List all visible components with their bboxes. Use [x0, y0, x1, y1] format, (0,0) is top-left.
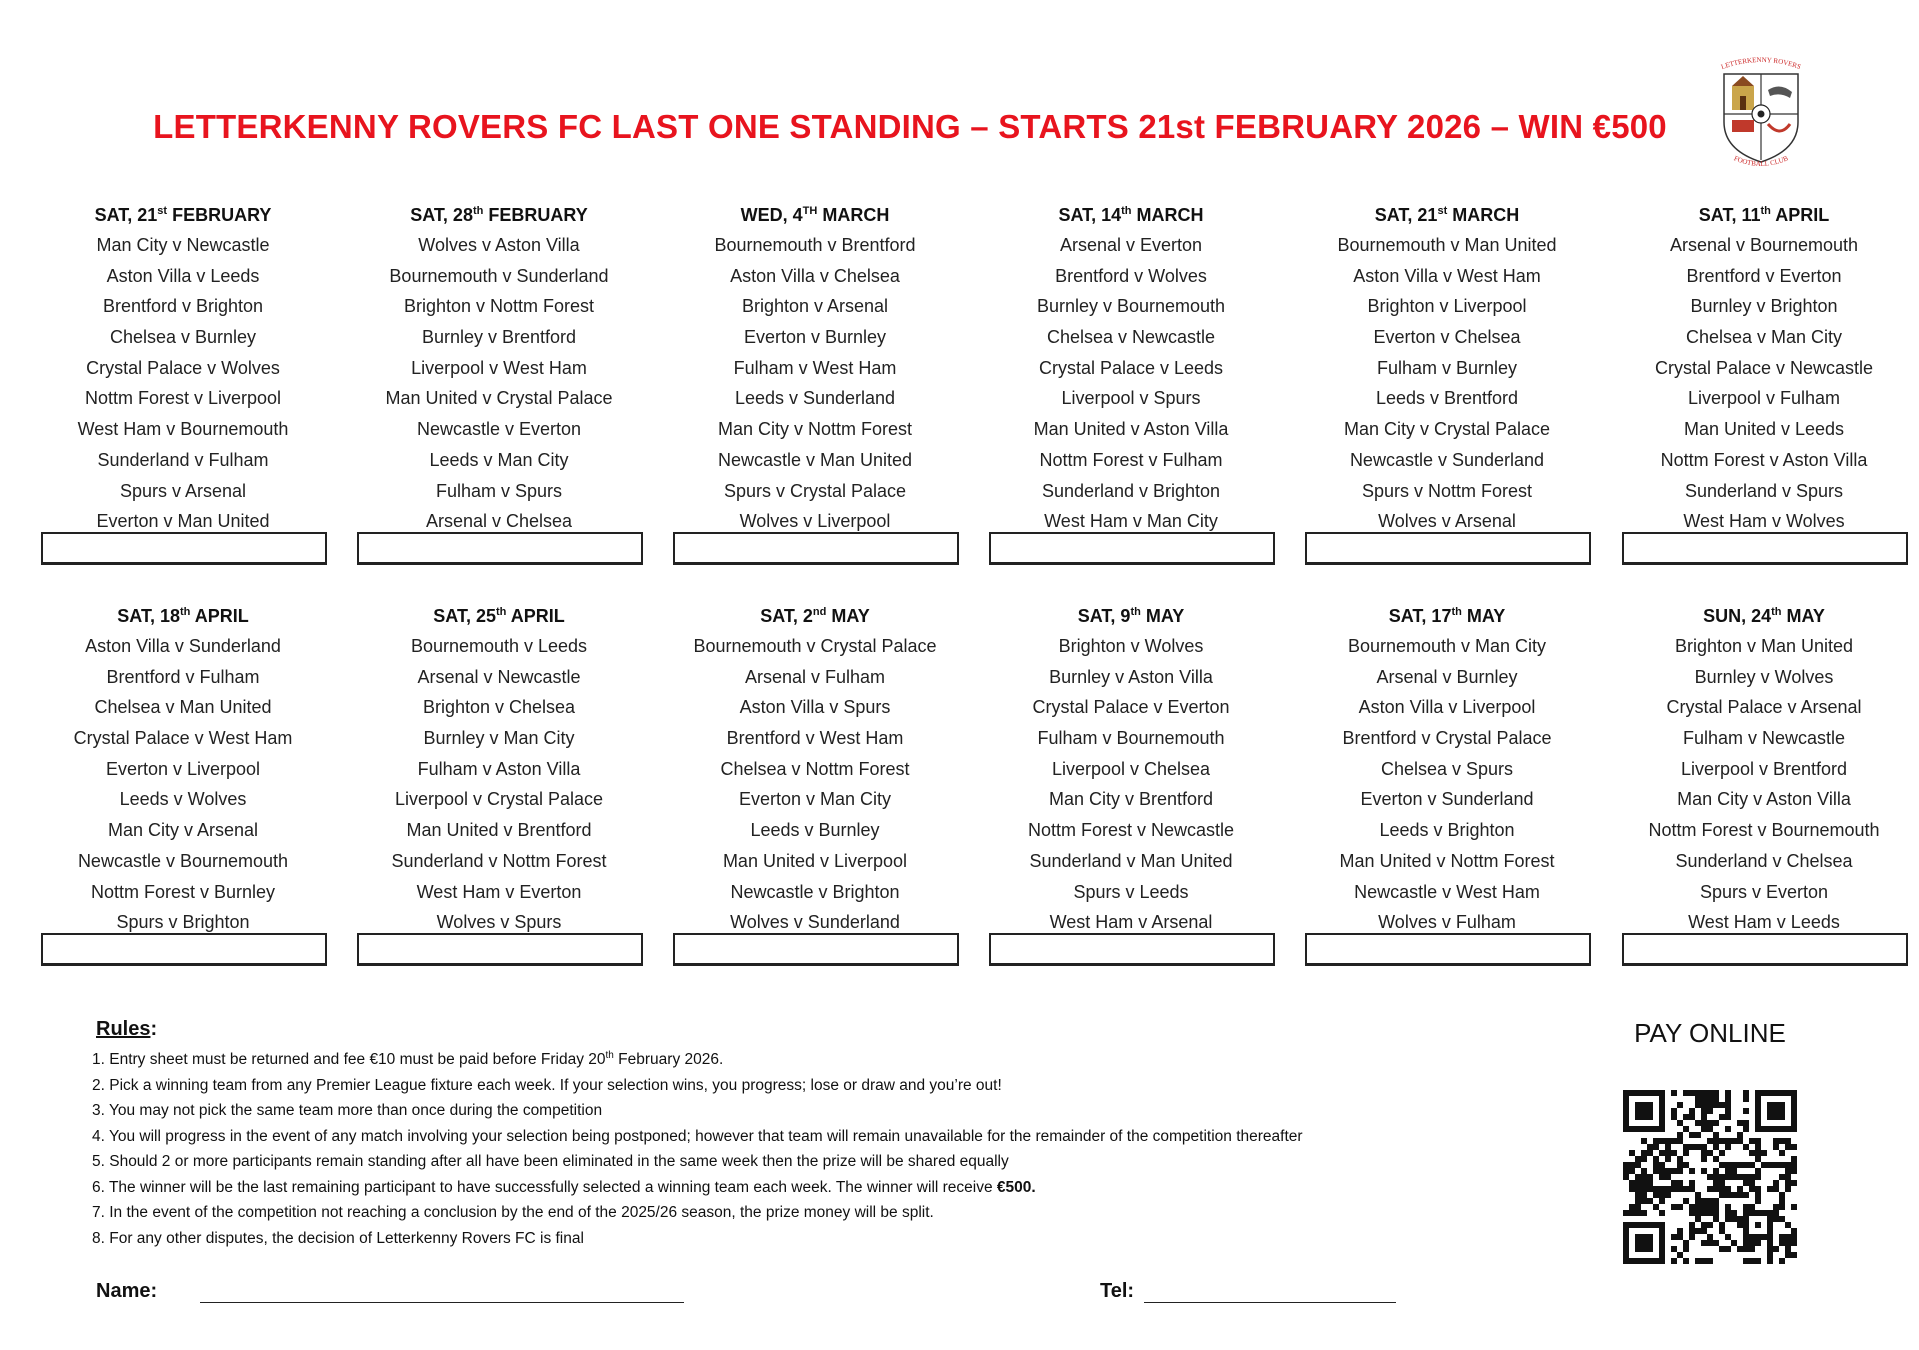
pick-entry-box[interactable] — [357, 933, 643, 966]
fixture-item: Newcastle v Bournemouth — [77, 850, 289, 871]
fixture-item: Nottm Forest v Aston Villa — [1660, 449, 1868, 470]
fixture-item: Leeds v Wolves — [119, 789, 247, 810]
fixture-item: Crystal Palace v Everton — [1032, 697, 1230, 718]
round-date: SAT, 17th MAY — [1388, 606, 1506, 626]
fixture-item: Aston Villa v West Ham — [1353, 265, 1541, 286]
round-column — [1619, 601, 1909, 938]
fixture-item: Man United v Leeds — [1683, 419, 1845, 440]
fixture-item: Brighton v Nottm Forest — [403, 296, 595, 317]
fixture-item: Newcastle v Everton — [416, 419, 582, 440]
fixture-item: West Ham v Bournemouth — [77, 419, 289, 440]
fixture-item: Fulham v Newcastle — [1682, 728, 1846, 749]
fixture-item: Burnley v Bournemouth — [1036, 296, 1226, 317]
round-date: SAT, 21st MARCH — [1374, 205, 1520, 225]
round-date: WED, 4TH MARCH — [740, 205, 890, 225]
pick-entry-box[interactable] — [41, 933, 327, 966]
fixture-item: Fulham v Spurs — [435, 480, 563, 501]
fixture-item: Man City v Nottm Forest — [717, 419, 913, 440]
fixture-item: Arsenal v Burnley — [1376, 666, 1518, 687]
fixture-item: Wolves v Liverpool — [739, 511, 891, 532]
fixture-item: Crystal Palace v Leeds — [1038, 357, 1224, 378]
fixture-item: Liverpool v Crystal Palace — [394, 789, 604, 810]
fixture-item: Leeds v Brighton — [1379, 820, 1515, 841]
pick-entry-box[interactable] — [989, 532, 1275, 565]
rules-list — [92, 1047, 1492, 1251]
fixture-item: Brentford v Everton — [1686, 265, 1842, 286]
round-column — [670, 601, 960, 938]
round-date: SAT, 21st FEBRUARY — [94, 205, 272, 225]
fixture-item: Wolves v Sunderland — [730, 912, 900, 933]
fixture-item: Brighton v Arsenal — [741, 296, 889, 317]
fixture-item: Spurs v Everton — [1699, 881, 1829, 902]
fixture-item: West Ham v Arsenal — [1049, 912, 1213, 933]
pick-entry-box[interactable] — [1305, 532, 1591, 565]
round-column — [354, 200, 644, 537]
fixture-item: Arsenal v Bournemouth — [1669, 235, 1859, 255]
fixture-item: Chelsea v Burnley — [109, 327, 257, 348]
fixture-item: Wolves v Arsenal — [1378, 511, 1516, 532]
fixture-item: Brentford v West Ham — [726, 728, 904, 749]
fixture-item: Burnley v Aston Villa — [1049, 666, 1213, 687]
fixture-item: Wolves v Aston Villa — [418, 235, 580, 255]
rule-item: 1. Entry sheet must be returned and fee €10 must be paid before Friday 20th February 2026. — [92, 1050, 724, 1068]
pick-entry-box[interactable] — [1622, 532, 1908, 565]
fixture-item: Newcastle v Man United — [717, 449, 913, 470]
fixture-item: Chelsea v Newcastle — [1046, 327, 1216, 348]
fixture-item: Burnley v Man City — [423, 728, 575, 749]
round-date: SAT, 25th APRIL — [433, 606, 565, 626]
fixture-item: Brentford v Crystal Palace — [1342, 728, 1552, 749]
fixture-item: Brighton v Liverpool — [1367, 296, 1527, 317]
fixture-item: Man United v Brentford — [406, 820, 592, 841]
pick-entry-box[interactable] — [357, 532, 643, 565]
fixture-item: Liverpool v West Ham — [411, 357, 587, 378]
fixture-item: Leeds v Man City — [429, 449, 569, 470]
fixture-item: Bournemouth v Crystal Palace — [693, 636, 937, 656]
rules-heading: Rules: — [96, 1018, 158, 1040]
club-crest-logo — [1710, 52, 1812, 170]
fixture-item: Man City v Newcastle — [96, 235, 270, 255]
pick-entry-box[interactable] — [673, 933, 959, 966]
fixture-item: Man City v Crystal Palace — [1343, 419, 1551, 440]
fixture-item: Brentford v Fulham — [106, 666, 260, 687]
fixture-item: Crystal Palace v Wolves — [86, 357, 280, 378]
svg-text:LETTERKENNY ROVERS: LETTERKENNY ROVERS — [1720, 55, 1802, 72]
fixture-item: Fulham v Aston Villa — [417, 758, 581, 779]
round-column — [1302, 200, 1592, 537]
fixture-item: Sunderland v Chelsea — [1675, 850, 1853, 871]
round-column — [1619, 200, 1909, 537]
fixture-item: Arsenal v Everton — [1059, 235, 1203, 255]
fixture-item: Sunderland v Spurs — [1684, 480, 1844, 501]
round-date: SAT, 9th MAY — [1077, 606, 1185, 626]
rule-item: 2. Pick a winning team from any Premier League fixture each week. If your selection wins, you progress; lose or draw and you’re out! — [92, 1076, 1002, 1094]
fixture-item: Wolves v Spurs — [436, 912, 562, 933]
round-column — [38, 200, 328, 537]
round-column — [38, 601, 328, 938]
fixture-item: Leeds v Sunderland — [734, 388, 896, 409]
fixture-item: Arsenal v Newcastle — [417, 666, 581, 687]
fixture-item: Aston Villa v Chelsea — [730, 265, 900, 286]
tel-label: Tel: — [1100, 1280, 1135, 1302]
fixture-item: Chelsea v Spurs — [1380, 758, 1514, 779]
fixture-item: Newcastle v West Ham — [1354, 881, 1540, 902]
round-date: SAT, 2nd MAY — [760, 606, 870, 626]
fixture-item: Bournemouth v Man United — [1337, 235, 1557, 255]
pick-entry-box[interactable] — [673, 532, 959, 565]
fixture-item: Chelsea v Nottm Forest — [720, 758, 910, 779]
fixture-item: West Ham v Wolves — [1683, 511, 1845, 532]
tel-field[interactable] — [1144, 1302, 1396, 1303]
fixture-item: Bournemouth v Man City — [1347, 636, 1547, 656]
fixture-item: Nottm Forest v Bournemouth — [1648, 820, 1880, 841]
fixture-item: Arsenal v Fulham — [744, 666, 886, 687]
rule-item: 4. You will progress in the event of any match involving your selection being postponed; however that team will remain unavailable for the remainder of the competition thereafter — [92, 1127, 1303, 1145]
fixture-item: Newcastle v Sunderland — [1349, 449, 1545, 470]
round-column — [986, 200, 1276, 537]
fixture-item: Fulham v Burnley — [1376, 357, 1518, 378]
round-date: SAT, 18th APRIL — [117, 606, 249, 626]
fixture-item: Chelsea v Man United — [94, 697, 272, 718]
fixture-item: Leeds v Brentford — [1375, 388, 1519, 409]
fixture-item: Burnley v Brentford — [421, 327, 577, 348]
pick-entry-box[interactable] — [41, 532, 327, 565]
round-column — [670, 200, 960, 537]
fixture-item: Everton v Burnley — [743, 327, 887, 348]
fixture-item: Everton v Man City — [738, 789, 892, 810]
name-label: Name: — [96, 1280, 158, 1302]
name-field[interactable] — [200, 1302, 684, 1303]
fixture-item: Everton v Liverpool — [105, 758, 261, 779]
round-column — [1302, 601, 1592, 938]
fixture-item: Brighton v Chelsea — [422, 697, 576, 718]
fixture-item: Spurs v Arsenal — [119, 480, 247, 501]
qr-code-icon[interactable] — [1623, 1090, 1797, 1264]
fixture-item: Man United v Liverpool — [722, 850, 908, 871]
fixture-item: Brentford v Wolves — [1055, 265, 1207, 286]
fixture-item: Aston Villa v Leeds — [106, 265, 260, 286]
fixture-item: Aston Villa v Sunderland — [85, 636, 281, 656]
round-date: SAT, 28th FEBRUARY — [410, 205, 588, 225]
round-date: SAT, 14th MARCH — [1058, 205, 1204, 225]
fixture-item: Everton v Sunderland — [1360, 789, 1534, 810]
fixture-item: Wolves v Fulham — [1378, 912, 1516, 933]
fixture-item: Man City v Brentford — [1048, 789, 1214, 810]
fixture-item: West Ham v Man City — [1044, 511, 1218, 532]
page-title: LETTERKENNY ROVERS FC LAST ONE STANDING – STARTS 21st FEBRUARY 2026 – WIN €500 — [153, 108, 1667, 145]
fixture-item: Aston Villa v Spurs — [739, 697, 891, 718]
rule-item: 6. The winner will be the last remaining participant to have successfully selected a winning team each week. The winner will receive €500. — [92, 1178, 1036, 1196]
fixture-item: Nottm Forest v Liverpool — [84, 388, 282, 409]
fixture-item: Crystal Palace v Newcastle — [1654, 357, 1874, 378]
pick-entry-box[interactable] — [989, 933, 1275, 966]
round-column — [354, 601, 644, 938]
svg-text:FOOTBALL CLUB: FOOTBALL CLUB — [1732, 154, 1790, 169]
fixture-item: Liverpool v Spurs — [1061, 388, 1201, 409]
fixture-item: Chelsea v Man City — [1685, 327, 1843, 348]
fixture-item: Liverpool v Fulham — [1687, 388, 1841, 409]
fixture-item: Nottm Forest v Newcastle — [1027, 820, 1235, 841]
fixture-item: Fulham v West Ham — [733, 357, 897, 378]
fixture-item: Everton v Chelsea — [1373, 327, 1521, 348]
fixture-item: Leeds v Burnley — [750, 820, 880, 841]
pay-online-heading: PAY ONLINE — [1634, 1018, 1786, 1048]
fixture-item: West Ham v Everton — [416, 881, 582, 902]
fixture-item: Liverpool v Brentford — [1680, 758, 1848, 779]
fixture-item: Spurs v Brighton — [116, 912, 250, 933]
fixture-item: Man City v Arsenal — [107, 820, 259, 841]
fixture-item: Burnley v Wolves — [1694, 666, 1834, 687]
fixture-item: Aston Villa v Liverpool — [1358, 697, 1536, 718]
fixture-item: Spurs v Leeds — [1073, 881, 1189, 902]
fixture-item: Everton v Man United — [96, 511, 270, 532]
fixture-item: West Ham v Leeds — [1688, 912, 1840, 933]
fixture-item: Fulham v Bournemouth — [1037, 728, 1225, 749]
fixture-item: Brentford v Brighton — [102, 296, 264, 317]
fixture-item: Bournemouth v Leeds — [410, 636, 588, 656]
fixture-item: Brighton v Wolves — [1058, 636, 1204, 656]
fixture-item: Burnley v Brighton — [1690, 296, 1838, 317]
rule-item: 5. Should 2 or more participants remain standing after all have been eliminated in the same week then the prize will be shared equally — [92, 1153, 1009, 1170]
fixture-item: Crystal Palace v Arsenal — [1666, 697, 1862, 718]
fixture-item: Spurs v Nottm Forest — [1361, 480, 1533, 501]
fixture-item: Man United v Crystal Palace — [385, 388, 613, 409]
pick-entry-box[interactable] — [1305, 933, 1591, 966]
fixture-item: Brighton v Man United — [1674, 636, 1854, 656]
fixture-item: Nottm Forest v Burnley — [90, 881, 276, 902]
fixture-item: Man City v Aston Villa — [1677, 789, 1851, 810]
fixture-item: Sunderland v Man United — [1029, 850, 1233, 871]
fixture-item: Arsenal v Chelsea — [425, 511, 573, 532]
fixture-item: Newcastle v Brighton — [730, 881, 900, 902]
round-column — [986, 601, 1276, 938]
fixture-item: Bournemouth v Brentford — [714, 235, 916, 255]
rule-item: 7. In the event of the competition not reaching a conclusion by the end of the 2025/26 season, the prize money will be split. — [92, 1204, 934, 1221]
round-date: SAT, 11th APRIL — [1698, 205, 1830, 225]
fixture-item: Nottm Forest v Fulham — [1039, 449, 1223, 470]
fixture-item: Man United v Nottm Forest — [1339, 850, 1555, 871]
fixture-item: Spurs v Crystal Palace — [723, 480, 907, 501]
fixture-item: Man United v Aston Villa — [1033, 419, 1229, 440]
rule-item: 8. For any other disputes, the decision of Letterkenny Rovers FC is final — [92, 1229, 584, 1247]
fixture-item: Sunderland v Nottm Forest — [391, 850, 607, 871]
fixture-item: Crystal Palace v West Ham — [73, 728, 293, 749]
round-date: SUN, 24th MAY — [1703, 606, 1825, 626]
fixture-item: Sunderland v Brighton — [1041, 480, 1221, 501]
fixture-item: Sunderland v Fulham — [97, 449, 269, 470]
fixture-item: Liverpool v Chelsea — [1051, 758, 1211, 779]
pick-entry-box[interactable] — [1622, 933, 1908, 966]
fixture-item: Bournemouth v Sunderland — [389, 265, 609, 286]
rule-item: 3. You may not pick the same team more than once during the competition — [92, 1102, 603, 1119]
